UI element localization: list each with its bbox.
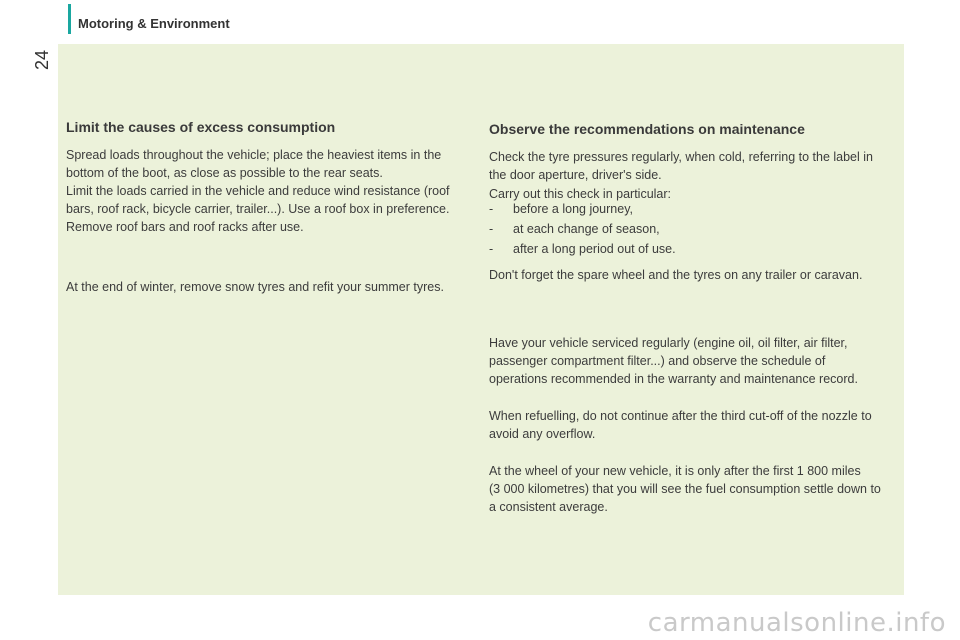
section-title: Motoring & Environment (78, 16, 230, 31)
page-number: 24 (32, 49, 52, 70)
right-p5-line2: (3 000 kilometres) that you will see the fuel consumption settle down to (489, 482, 881, 496)
left-column (66, 118, 471, 296)
right-p4-line2: avoid any overflow. (489, 427, 596, 441)
check-list (489, 200, 904, 258)
right-p1-line2: the door aperture, driver's side. (489, 168, 662, 182)
right-p1-line3: Carry out this check in particular: (489, 187, 672, 201)
left-para2-line3: Remove roof bars and roof racks after use. (66, 220, 304, 234)
watermark: carmanualsonline.info (647, 608, 946, 638)
right-p5-line3: a consistent average. (489, 500, 608, 514)
right-p5-line1: At the wheel of your new vehicle, it is only after the first 1 800 miles (489, 464, 861, 478)
right-p2: Don't forget the spare wheel and the tyres on any trailer or caravan. (489, 268, 863, 282)
right-p3-line2: passenger compartment filter...) and observe the schedule of (489, 354, 826, 368)
left-para3: At the end of winter, remove snow tyres and refit your summer tyres. (66, 280, 444, 294)
header-accent-bar (68, 4, 71, 34)
list-item: - before a long journey, (489, 202, 633, 216)
right-p1-line1: Check the tyre pressures regularly, when cold, referring to the label in (489, 150, 873, 164)
right-column (489, 120, 904, 516)
right-p3-line3: operations recommended in the warranty and maintenance record. (489, 372, 858, 386)
right-p4-line1: When refuelling, do not continue after the third cut-off of the nozzle to (489, 409, 872, 423)
list-item: - after a long period out of use. (489, 242, 676, 256)
left-para2-line2: bars, roof rack, bicycle carrier, trailer...). Use a roof box in preference. (66, 202, 450, 216)
right-heading: Observe the recommendations on maintenance (489, 121, 805, 137)
left-para2-line1: Limit the loads carried in the vehicle and reduce wind resistance (roof (66, 184, 450, 198)
left-heading: Limit the causes of excess consumption (66, 119, 336, 135)
right-p3-line1: Have your vehicle serviced regularly (engine oil, oil filter, air filter, (489, 336, 848, 350)
left-para1-line1: Spread loads throughout the vehicle; place the heaviest items in the (66, 148, 442, 162)
list-item: - at each change of season, (489, 222, 660, 236)
left-para1-line2: bottom of the boot, as close as possible to the rear seats. (66, 166, 383, 180)
